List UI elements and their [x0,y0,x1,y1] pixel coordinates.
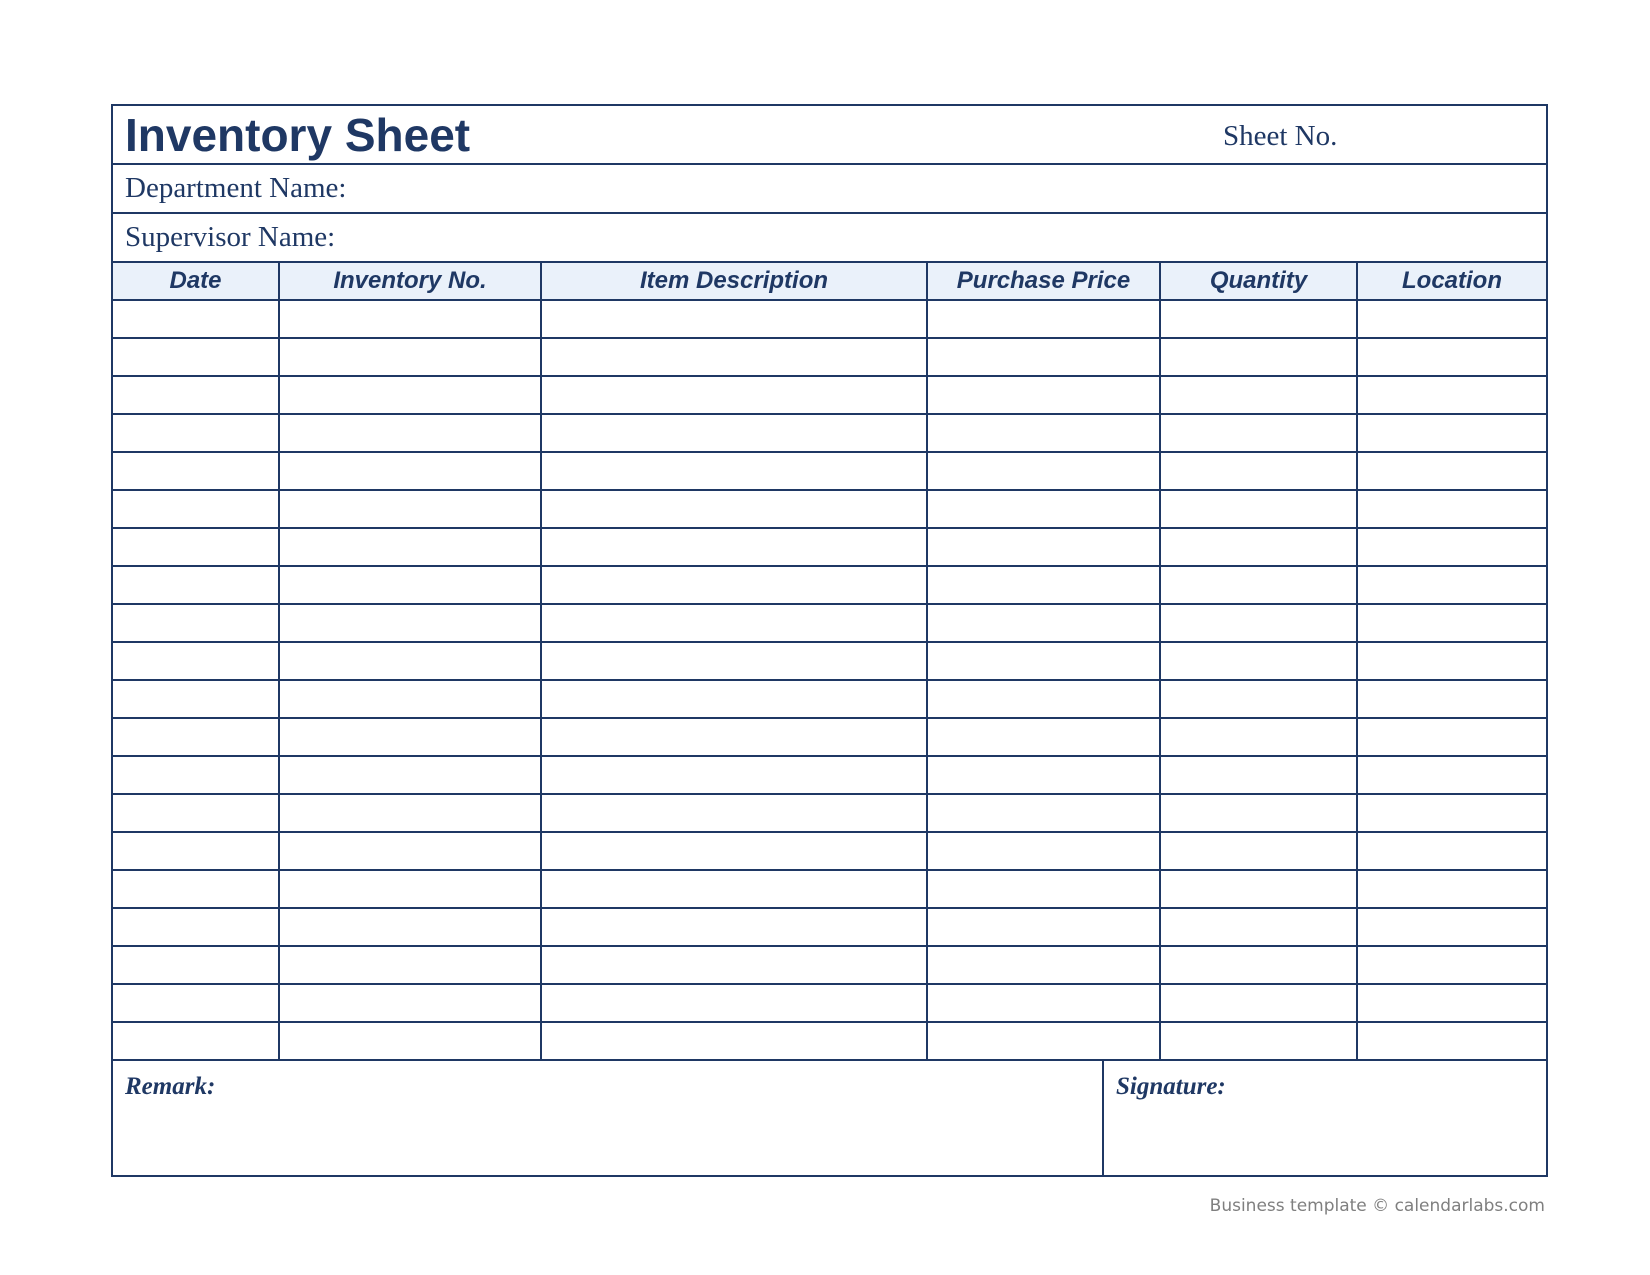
table-cell[interactable] [541,642,927,680]
table-cell[interactable] [1357,756,1546,794]
table-cell[interactable] [541,680,927,718]
table-row [113,338,1546,376]
table-cell[interactable] [927,870,1160,908]
table-cell[interactable] [927,376,1160,414]
table-cell[interactable] [1357,718,1546,756]
table-cell[interactable] [1357,338,1546,376]
table-cell[interactable] [1160,832,1357,870]
table-cell[interactable] [1160,642,1357,680]
table-row [113,1022,1546,1060]
table-cell[interactable] [541,566,927,604]
table-cell[interactable] [113,794,279,832]
table-row [113,718,1546,756]
table-cell[interactable] [113,566,279,604]
table-cell[interactable] [927,338,1160,376]
table-cell[interactable] [113,870,279,908]
inventory-sheet-form [111,104,1548,1177]
table-cell[interactable] [113,642,279,680]
table-cell[interactable] [279,870,541,908]
table-cell[interactable] [1160,376,1357,414]
column-header-date: Date [113,263,279,300]
table-cell[interactable] [927,414,1160,452]
table-row [113,566,1546,604]
table-cell[interactable] [927,300,1160,338]
table-cell[interactable] [1357,300,1546,338]
inventory-table [113,263,1546,1061]
table-cell[interactable] [927,1022,1160,1060]
column-header-quantity: Quantity [1160,263,1357,300]
table-row [113,604,1546,642]
table-body [113,300,1546,1060]
table-cell[interactable] [1160,604,1357,642]
table-cell[interactable] [113,756,279,794]
table-cell[interactable] [1160,908,1357,946]
table-cell[interactable] [541,376,927,414]
table-cell[interactable] [541,718,927,756]
table-cell[interactable] [541,300,927,338]
table-cell[interactable] [1160,1022,1357,1060]
table-cell[interactable] [1357,414,1546,452]
table-row [113,300,1546,338]
column-header-item-description: Item Description [541,263,927,300]
table-cell[interactable] [113,718,279,756]
table-cell[interactable] [927,718,1160,756]
table-cell[interactable] [1160,794,1357,832]
table-row [113,642,1546,680]
table-cell[interactable] [927,984,1160,1022]
table-cell[interactable] [279,300,541,338]
table-cell[interactable] [113,338,279,376]
table-cell[interactable] [113,452,279,490]
table-cell[interactable] [113,984,279,1022]
table-cell[interactable] [1160,756,1357,794]
sheet-no-label: Sheet No. [1223,120,1338,152]
table-cell[interactable] [279,528,541,566]
table-cell[interactable] [927,528,1160,566]
table-cell[interactable] [279,718,541,756]
table-cell[interactable] [113,604,279,642]
table-cell[interactable] [927,490,1160,528]
table-row [113,984,1546,1022]
table-cell[interactable] [1357,680,1546,718]
table-cell[interactable] [113,946,279,984]
table-cell[interactable] [1160,300,1357,338]
table-cell[interactable] [541,604,927,642]
table-cell[interactable] [113,376,279,414]
table-header-row [113,263,1546,300]
table-row [113,832,1546,870]
table-cell[interactable] [541,756,927,794]
table-cell[interactable] [541,528,927,566]
table-cell[interactable] [541,946,927,984]
table-cell[interactable] [1357,452,1546,490]
table-cell[interactable] [1160,718,1357,756]
table-cell[interactable] [1357,604,1546,642]
table-cell[interactable] [927,908,1160,946]
table-cell[interactable] [279,414,541,452]
table-cell[interactable] [1357,908,1546,946]
table-cell[interactable] [927,832,1160,870]
table-cell[interactable] [927,794,1160,832]
table-cell[interactable] [927,642,1160,680]
table-row [113,870,1546,908]
title-row [113,106,1546,165]
table-cell[interactable] [541,794,927,832]
table-cell[interactable] [1357,566,1546,604]
table-cell[interactable] [1160,452,1357,490]
table-cell[interactable] [1160,984,1357,1022]
table-row [113,946,1546,984]
supervisor-name-label: Supervisor Name: [125,221,336,253]
remark-label: Remark: [125,1073,216,1100]
table-cell[interactable] [927,452,1160,490]
table-cell[interactable] [279,680,541,718]
table-cell[interactable] [1160,946,1357,984]
table-row [113,908,1546,946]
table-cell[interactable] [279,642,541,680]
table-cell[interactable] [1160,528,1357,566]
table-cell[interactable] [1357,946,1546,984]
table-cell[interactable] [113,1022,279,1060]
column-header-purchase-price: Purchase Price [927,263,1160,300]
table-cell[interactable] [541,490,927,528]
column-header-inventory-no: Inventory No. [279,263,541,300]
table-cell[interactable] [279,566,541,604]
signature-label: Signature: [1116,1073,1226,1100]
table-row [113,794,1546,832]
table-cell[interactable] [279,604,541,642]
table-cell[interactable] [279,490,541,528]
table-cell[interactable] [1357,984,1546,1022]
table-cell[interactable] [279,984,541,1022]
table-cell[interactable] [541,452,927,490]
table-cell[interactable] [927,946,1160,984]
table-row [113,490,1546,528]
footer-row [113,1061,1546,1175]
table-cell[interactable] [113,680,279,718]
table-cell[interactable] [1160,490,1357,528]
department-name-label: Department Name: [125,172,347,204]
table-cell[interactable] [1357,870,1546,908]
table-cell[interactable] [1160,414,1357,452]
table-cell[interactable] [113,908,279,946]
table-cell[interactable] [927,604,1160,642]
template-credit: Business template © calendarlabs.com [1209,1196,1545,1216]
table-cell[interactable] [927,680,1160,718]
table-cell[interactable] [1160,680,1357,718]
table-cell[interactable] [541,832,927,870]
table-cell[interactable] [279,452,541,490]
signature-box[interactable] [1104,1061,1546,1175]
table-cell[interactable] [1357,1022,1546,1060]
table-cell[interactable] [113,414,279,452]
table-cell[interactable] [279,908,541,946]
table-cell[interactable] [279,794,541,832]
table-cell[interactable] [279,338,541,376]
table-cell[interactable] [279,1022,541,1060]
table-cell[interactable] [927,566,1160,604]
table-row [113,452,1546,490]
table-row [113,376,1546,414]
table-cell[interactable] [1357,794,1546,832]
table-cell[interactable] [113,490,279,528]
table-row [113,680,1546,718]
table-cell[interactable] [1160,338,1357,376]
table-cell[interactable] [113,300,279,338]
table-cell[interactable] [541,908,927,946]
table-cell[interactable] [113,832,279,870]
table-cell[interactable] [279,376,541,414]
table-cell[interactable] [279,756,541,794]
table-row [113,528,1546,566]
page-title: Inventory Sheet [125,109,471,161]
table-cell[interactable] [541,338,927,376]
table-cell[interactable] [279,832,541,870]
table-cell[interactable] [1357,490,1546,528]
column-header-location: Location [1357,263,1546,300]
table-cell[interactable] [1160,870,1357,908]
table-cell[interactable] [541,870,927,908]
table-cell[interactable] [1357,376,1546,414]
table-row [113,756,1546,794]
table-cell[interactable] [927,756,1160,794]
table-cell[interactable] [541,1022,927,1060]
supervisor-row[interactable] [113,214,1546,263]
department-row[interactable] [113,165,1546,214]
table-cell[interactable] [1357,528,1546,566]
table-cell[interactable] [1357,832,1546,870]
table-cell[interactable] [1160,566,1357,604]
table-cell[interactable] [541,984,927,1022]
remark-box[interactable] [113,1061,1104,1175]
table-cell[interactable] [1357,642,1546,680]
table-cell[interactable] [541,414,927,452]
table-cell[interactable] [279,946,541,984]
table-row [113,414,1546,452]
table-cell[interactable] [113,528,279,566]
